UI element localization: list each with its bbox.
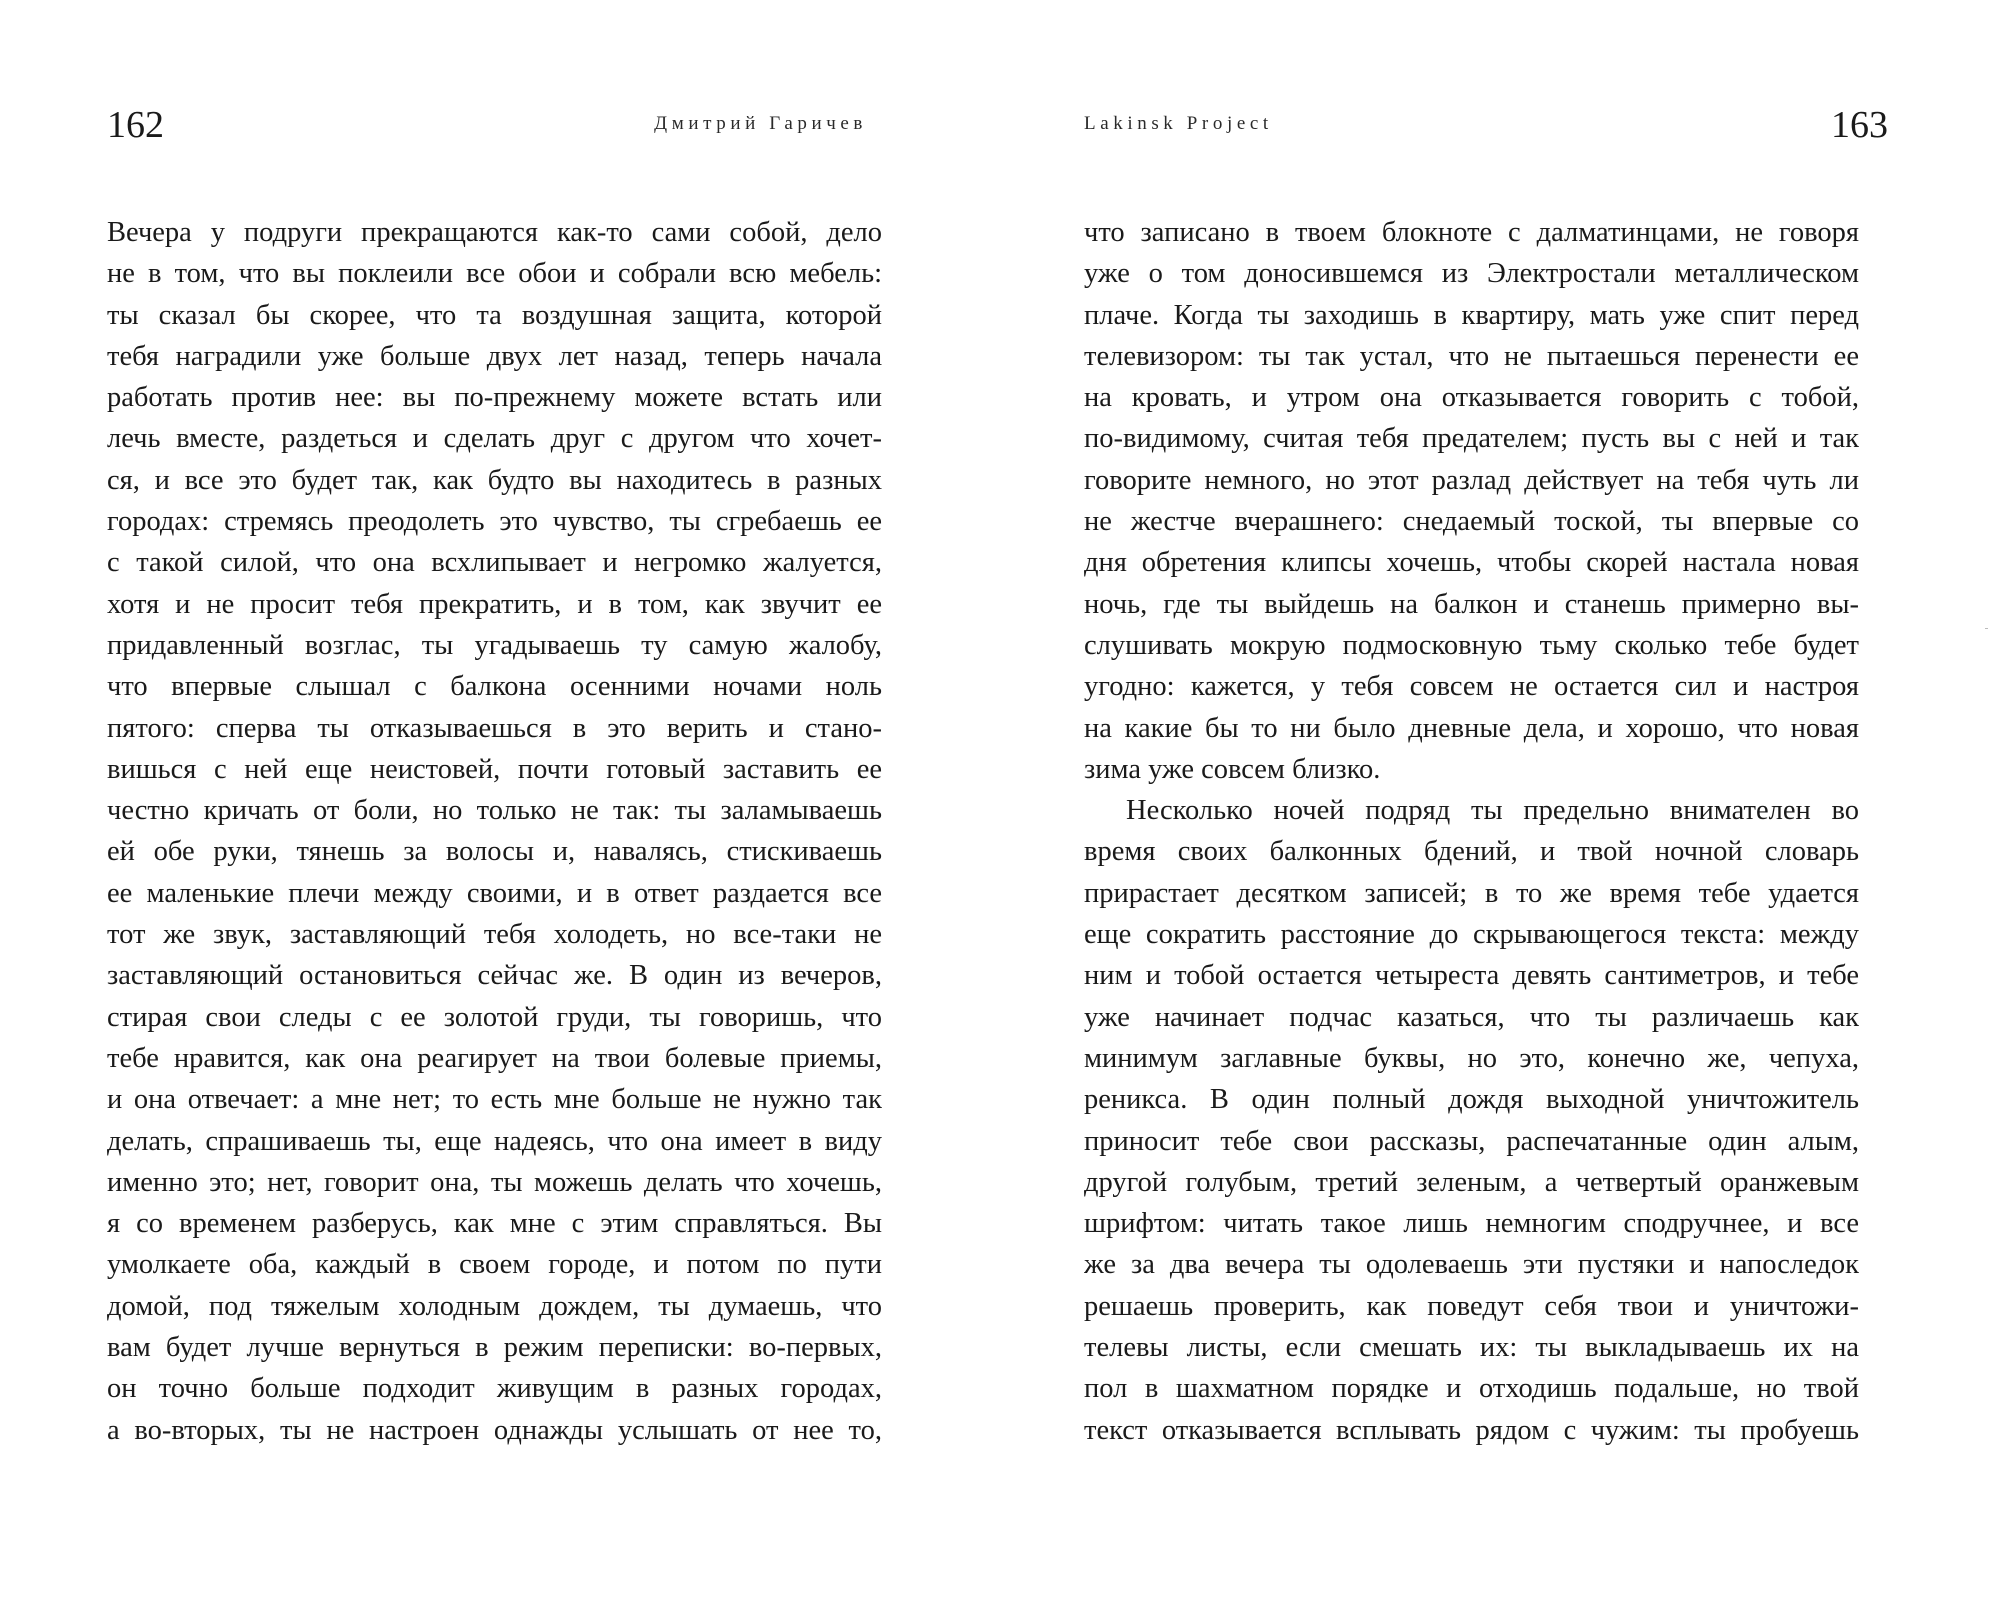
left-page-number: 162: [107, 104, 164, 146]
text-line: говорите немного, но этот разлад действует на тебя чуть ли: [1084, 464, 1859, 496]
left-running-head-author: Дмитрий Гаричев: [654, 113, 867, 134]
text-line: время своих балконных бдений, и твой ночной словарь: [1084, 836, 1859, 868]
right-running-head-title: Lakinsk Project: [1084, 113, 1273, 134]
text-line: заставляющий остановиться сейчас же. В один из вечеров,: [107, 960, 882, 992]
text-line: ночь, где ты выйдешь на балкон и станешь примерно вы-: [1084, 588, 1859, 620]
text-line: умолкаете оба, каждый в своем городе, и потом по пути: [107, 1249, 882, 1281]
text-line: угодно: кажется, у тебя совсем не остается сил и настроя: [1084, 671, 1859, 703]
text-line: а во-вторых, ты не настроен однажды услышать от нее то,: [107, 1414, 882, 1446]
text-line: придавленный возглас, ты угадываешь ту самую жалобу,: [107, 629, 882, 661]
text-line: пол в шахматном порядке и отходишь подальше, но твой: [1084, 1373, 1859, 1405]
text-line: с такой силой, что она всхлипывает и негромко жалуется,: [107, 547, 882, 579]
text-line: уже о том доносившемся из Электростали металлическом: [1084, 258, 1859, 290]
text-line: он точно больше подходит живущим в разных городах,: [107, 1373, 882, 1405]
text-line-paragraph-end: зима уже совсем близко.: [1084, 753, 1381, 785]
text-line: прирастает десятком записей; в то же время тебе удается: [1084, 877, 1859, 909]
text-line: уже начинает подчас казаться, что ты различаешь как: [1084, 1001, 1859, 1033]
text-line: лечь вместе, раздеться и сделать друг с другом что хочет-: [107, 423, 882, 455]
text-line: именно это; нет, говорит она, ты можешь делать что хочешь,: [107, 1166, 882, 1198]
text-line: работать против нее: вы по-прежнему можете встать или: [107, 382, 882, 414]
text-line: слушивать мокрую подмосковную тьму сколько тебе будет: [1084, 629, 1859, 661]
text-line: на какие бы то ни было дневные дела, и хорошо, что новая: [1084, 712, 1859, 744]
text-line: приносит тебе свои рассказы, распечатанные один алым,: [1084, 1125, 1859, 1157]
left-body-text: [107, 212, 882, 1451]
text-line: ей обе руки, тянешь за волосы и, навалясь, стискиваешь: [107, 836, 882, 868]
text-line: что впервые слышал с балкона осенними ночами ноль: [107, 671, 882, 703]
text-line: не в том, что вы поклеили все обои и собрали всю мебель:: [107, 258, 882, 290]
scan-speck: [1985, 628, 1988, 629]
right-page-number: 163: [1831, 104, 1888, 146]
text-line: ся, и все это будет так, как будто вы находитесь в разных: [107, 464, 882, 496]
text-line: другой голубым, третий зеленым, а четвертый оранжевым: [1084, 1166, 1859, 1198]
text-line: плаче. Когда ты заходишь в квартиру, мать уже спит перед: [1084, 299, 1859, 331]
text-line: реникса. В один полный дождя выходной уничтожитель: [1084, 1084, 1859, 1116]
text-line: на кровать, и утром она отказывается говорить с тобой,: [1084, 382, 1859, 414]
text-line: я со временем разберусь, как мне с этим справляться. Вы: [107, 1208, 882, 1240]
text-line: ним и тобой остается четыреста девять сантиметров, и тебе: [1084, 960, 1859, 992]
text-line: Вечера у подруги прекращаются как-то сами собой, дело: [107, 217, 882, 248]
text-line: честно кричать от боли, но только не так: ты заламываешь: [107, 795, 882, 827]
text-line: текст отказывается всплывать рядом с чужим: ты пробуешь: [1084, 1414, 1859, 1446]
text-line: по-видимому, считая тебя предателем; пусть вы с ней и так: [1084, 423, 1859, 455]
text-line-paragraph-start: Несколько ночей подряд ты предельно внимателен во: [1126, 795, 1859, 827]
right-body-text: [1084, 212, 1859, 1451]
text-line: хотя и не просит тебя прекратить, и в том, как звучит ее: [107, 588, 882, 620]
text-line: тот же звук, заставляющий тебя холодеть, но все-таки не: [107, 919, 882, 951]
text-line: решаешь проверить, как поведут себя твои и уничтожи-: [1084, 1290, 1859, 1322]
text-line: вам будет лучше вернуться в режим переписки: во-первых,: [107, 1332, 882, 1364]
text-line: телевизором: ты так устал, что не пытаешься перенести ее: [1084, 340, 1859, 372]
text-line: не жестче вчерашнего: снедаемый тоской, ты впервые со: [1084, 506, 1859, 538]
right-page: [1000, 0, 2000, 1622]
text-line: телевы листы, если смешать их: ты выкладываешь их на: [1084, 1332, 1859, 1364]
text-line: дня обретения клипсы хочешь, чтобы скорей настала новая: [1084, 547, 1859, 579]
text-line: шрифтом: читать такое лишь немногим сподручнее, и все: [1084, 1208, 1859, 1240]
text-line: стирая свои следы с ее золотой груди, ты говоришь, что: [107, 1001, 882, 1033]
text-line: тебе нравится, как она реагирует на твои болевые приемы,: [107, 1042, 882, 1074]
text-line: домой, под тяжелым холодным дождем, ты думаешь, что: [107, 1290, 882, 1322]
text-line: еще сократить расстояние до скрывающегося текста: между: [1084, 919, 1859, 951]
text-line: же за два вечера ты одолеваешь эти пустяки и напоследок: [1084, 1249, 1859, 1281]
text-line: тебя наградили уже больше двух лет назад, теперь начала: [107, 340, 882, 372]
text-line: городах: стремясь преодолеть это чувство, ты сгребаешь ее: [107, 506, 882, 538]
text-line: ты сказал бы скорее, что та воздушная защита, которой: [107, 299, 882, 331]
text-line: что записано в твоем блокноте с далматинцами, не говоря: [1084, 217, 1859, 248]
text-line: вишься с ней еще неистовей, почти готовый заставить ее: [107, 753, 882, 785]
text-line: минимум заглавные буквы, но это, конечно же, чепуха,: [1084, 1042, 1859, 1074]
text-line: пятого: сперва ты отказываешься в это верить и стано-: [107, 712, 882, 744]
text-line: ее маленькие плечи между своими, и в ответ раздается все: [107, 877, 882, 909]
text-line: и она отвечает: а мне нет; то есть мне больше не нужно так: [107, 1084, 882, 1116]
text-line: делать, спрашиваешь ты, еще надеясь, что она имеет в виду: [107, 1125, 882, 1157]
